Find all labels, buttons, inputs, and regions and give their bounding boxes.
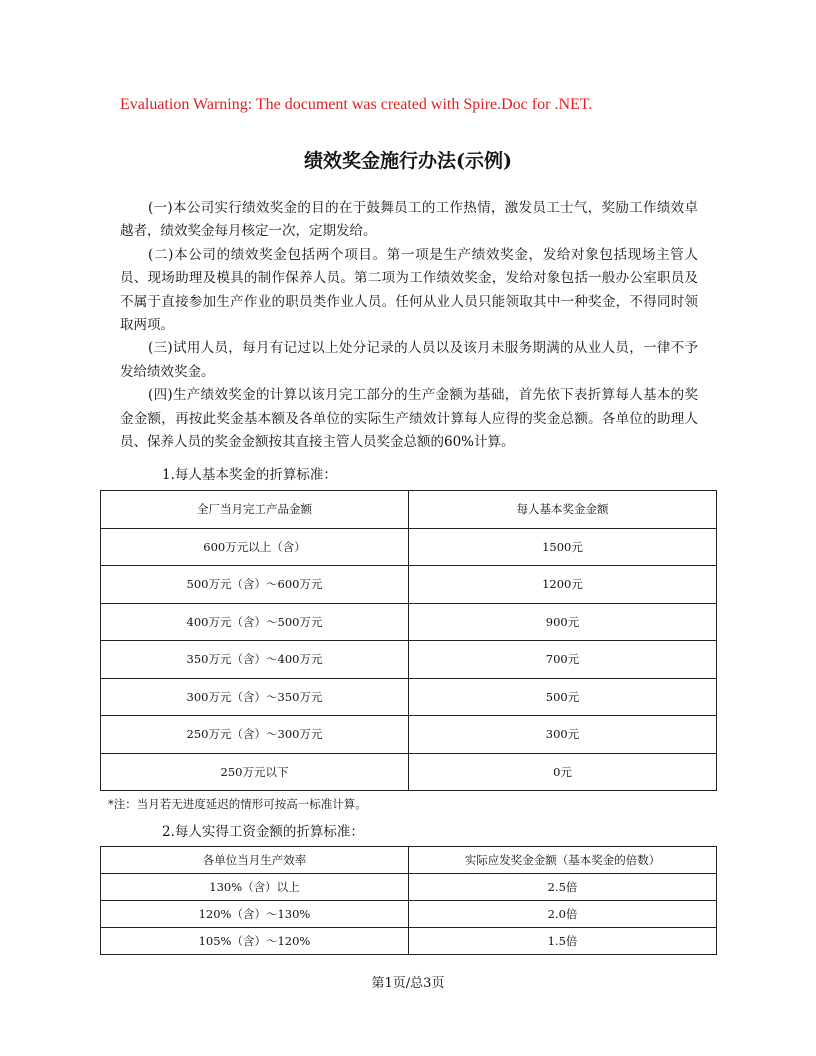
table-cell: 700元 bbox=[409, 641, 717, 679]
efficiency-multiplier-table bbox=[100, 846, 717, 955]
table-cell: 400万元（含）～500万元 bbox=[101, 603, 409, 641]
table-cell: 1200元 bbox=[409, 566, 717, 604]
table-cell: 300元 bbox=[409, 716, 717, 754]
section-heading-2: 2.每人实得工资金额的折算标准： bbox=[162, 824, 364, 840]
table-note: *注：当月若无进度延迟的情形可按高一标准计算。 bbox=[108, 797, 367, 811]
document-title: 绩效奖金施行办法(示例) bbox=[304, 150, 512, 172]
section-heading-1: 1.每人基本奖金的折算标准： bbox=[162, 467, 337, 483]
table-row bbox=[101, 678, 717, 716]
paragraph: (二)本公司的绩效奖金包括两个项目。第一项是生产绩效奖金，发给对象包括现场主管人员、现场助理及模具的制作保养人员。第二项为工作绩效奖金，发给对象包括一般办公室职员及不属于直接参加生产作业的职员类作业人员。任何从业人员只能领取其中一种奖金，不得同时领取两项。 bbox=[120, 246, 698, 334]
table-cell: 2.0倍 bbox=[409, 901, 717, 928]
table-row bbox=[101, 716, 717, 754]
table-cell: 120%（含）～130% bbox=[101, 901, 409, 928]
paragraph: (四)生产绩效奖金的计算以该月完工部分的生产金额为基础，首先依下表折算每人基本的奖金金额，再按此奖金基本额及各单位的实际生产绩效计算每人应得的奖金总额。各单位的助理人员、保养人员的奖金金额按其直接主管人员奖金总额的60%计算。 bbox=[120, 387, 698, 451]
paragraph: (一)本公司实行绩效奖金的目的在于鼓舞员工的工作热情，激发员工士气，奖励工作绩效卓越者，绩效奖金每月核定一次，定期发给。 bbox=[120, 200, 698, 240]
table-cell: 500元 bbox=[409, 678, 717, 716]
table-cell: 全厂当月完工产品金额 bbox=[101, 491, 409, 529]
table-row bbox=[101, 847, 717, 874]
table-row bbox=[101, 641, 717, 679]
table-cell: 500万元（含）～600万元 bbox=[101, 566, 409, 604]
table-cell: 350万元（含）～400万元 bbox=[101, 641, 409, 679]
table-cell: 0元 bbox=[409, 753, 717, 791]
table-cell: 1.5倍 bbox=[409, 928, 717, 955]
table-row bbox=[101, 566, 717, 604]
table-row bbox=[101, 753, 717, 791]
table-cell: 1500元 bbox=[409, 528, 717, 566]
table-row bbox=[101, 603, 717, 641]
table-row bbox=[101, 901, 717, 928]
table-cell: 600万元以上（含） bbox=[101, 528, 409, 566]
table-cell: 250万元（含）～300万元 bbox=[101, 716, 409, 754]
basic-bonus-table bbox=[100, 490, 717, 791]
table-row bbox=[101, 528, 717, 566]
page-footer: 第1页/总3页 bbox=[371, 976, 445, 991]
table-row bbox=[101, 491, 717, 529]
table-cell: 实际应发奖金金额（基本奖金的倍数） bbox=[409, 847, 717, 874]
table-cell: 130%（含）以上 bbox=[101, 874, 409, 901]
body-text bbox=[120, 197, 698, 454]
table-cell: 2.5倍 bbox=[409, 874, 717, 901]
table-cell: 250万元以下 bbox=[101, 753, 409, 791]
table-cell: 每人基本奖金金额 bbox=[409, 491, 717, 529]
evaluation-warning: Evaluation Warning: The document was created with Spire.Doc for .NET. bbox=[120, 96, 593, 113]
table-row bbox=[101, 928, 717, 955]
table-cell: 各单位当月生产效率 bbox=[101, 847, 409, 874]
table-cell: 300万元（含）～350万元 bbox=[101, 678, 409, 716]
table-cell: 900元 bbox=[409, 603, 717, 641]
table-row bbox=[101, 874, 717, 901]
paragraph: (三)试用人员，每月有记过以上处分记录的人员以及该月未服务期满的从业人员，一律不予发给绩效奖金。 bbox=[120, 340, 698, 380]
table-cell: 105%（含）～120% bbox=[101, 928, 409, 955]
